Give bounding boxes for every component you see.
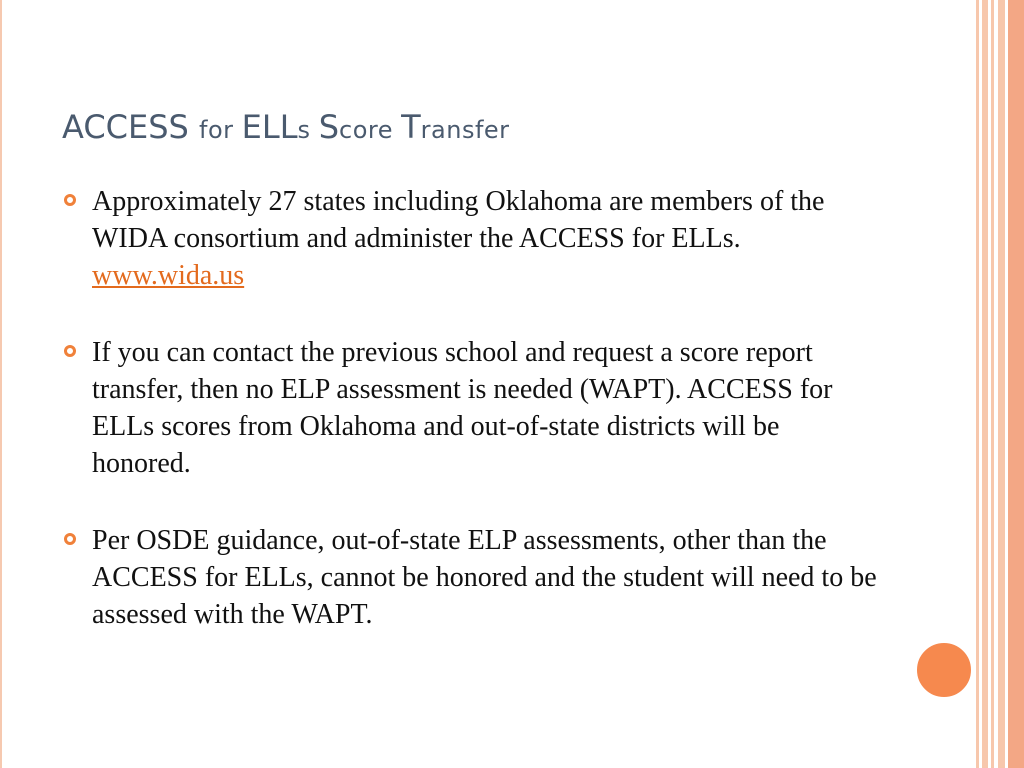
title-part-ell: ELL xyxy=(241,108,298,146)
title-part-s: s xyxy=(297,116,319,144)
orange-circle-decoration-icon xyxy=(914,640,974,700)
title-part-transfer-rest: ransfer xyxy=(420,116,510,144)
title-part-score-rest: core xyxy=(339,116,402,144)
bullet-list xyxy=(62,183,882,673)
right-stripe-1 xyxy=(976,0,979,768)
bullet-item-transfer xyxy=(62,334,882,482)
title-part-access: ACCESS xyxy=(62,108,200,146)
hollow-circle-bullet-icon xyxy=(64,533,76,545)
slide-title xyxy=(62,108,510,146)
bullet-item-osde xyxy=(62,522,882,633)
title-part-transfer-initial: T xyxy=(401,108,421,146)
bullet-item-wida xyxy=(62,183,882,294)
wida-link[interactable]: www.wida.us xyxy=(92,260,245,291)
left-border-line xyxy=(0,0,2,768)
right-stripe-3 xyxy=(991,0,994,768)
title-part-for: for xyxy=(199,116,242,144)
right-stripe-2 xyxy=(982,0,988,768)
bullet-text-transfer: If you can contact the previous school and request a score report transfer, then no ELP assessment is needed (WAPT). ACCESS for ELLs scores from Oklahoma and out-of-state districts will be honored. xyxy=(92,337,833,479)
bullet-text-wida: Approximately 27 states including Oklahoma are members of the WIDA consortium and administer the ACCESS for ELLs. xyxy=(92,186,825,254)
hollow-circle-bullet-icon xyxy=(64,345,76,357)
right-stripe-4 xyxy=(998,0,1005,768)
title-part-score-initial: S xyxy=(318,108,339,146)
hollow-circle-bullet-icon xyxy=(64,194,76,206)
right-stripe-5 xyxy=(1008,0,1024,768)
bullet-text-osde: Per OSDE guidance, out-of-state ELP assessments, other than the ACCESS for ELLs, cannot be honored and the student will need to be assessed with the WAPT. xyxy=(92,525,877,630)
